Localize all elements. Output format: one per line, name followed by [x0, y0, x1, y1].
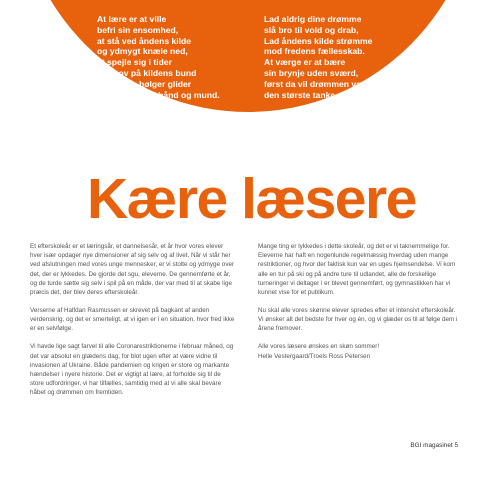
body-paragraph: Alle vores læsere ønskes en skøn sommer! Helle Vestergaard/Troels Ross Petersen — [258, 343, 380, 360]
poem-line: som tegn mod hånd og mund. — [97, 89, 220, 100]
poem-line: mens nye bølger glider — [97, 78, 192, 89]
body-paragraph: Vi havde lige sagt farvel til alle Coronarestriktionerne i februar måned, og det var absolut en glædens dag, for blot ugen efter at være vidne til invasionen af Ukraine. Både pandemien og krigen er store og markante hændelser i nyere historie. Det er vigtigt at lære, at forholde sig til de store udfordringer, vi har tilfælles, samtidig med at vi alle skal bevare håbet og drømmen om fremtiden. — [30, 343, 234, 397]
magazine-name: BGI magasinet — [410, 442, 453, 449]
poem-line: den største tanke nær. — [264, 89, 356, 100]
page-number: 5 — [454, 442, 458, 449]
body-paragraph: Nu skal alle vores skønne elever spredes efter et intensivt efterskoleår. Vi ønsker alt det bedste for hver og én, og vi glæder os til at følge dem i årene fremover. — [258, 307, 458, 333]
poem-verse-left — [97, 14, 220, 100]
poem-line: Lad åndens kilde strømme — [264, 35, 373, 46]
body-paragraph: Et efterskoleår er et læringsår, et dannelsesår, et år hvor vores elever hver især opdager nye dimensioner af sig selv og af livet. Når vi står her ved afslutningen med vores unge mennesker, er vi stolte og ydmyge over det, der er lykkedes. De gjorde det sgu, eleverne. De gennemførte et år, og de turde sætte sig selv i spil på en måde, der var med til at skabe lige præcis det, der blev deres efterskoleår. — [30, 243, 235, 297]
poem-line: mod fredens fællesskab. — [264, 46, 365, 57]
poem-line: først da vil drømmen være — [264, 78, 372, 89]
poem-line: befri sin ensomhed, — [97, 24, 179, 35]
poem-line: sin brynje uden sværd, — [264, 67, 359, 78]
poem-verse-right — [264, 14, 372, 100]
poem-line: og ydmygt knæle ned, — [97, 46, 188, 57]
body-paragraph: Mange ting er lykkedes i dette skoleår, og det er vi taknemmelige for. Eleverne har haft en nogenlunde regelmæssig hverdag uden mange restriktioner, og hvor der faktisk kun var en uges hjemsendelse. Vi kom alle en tur på ski og på andre ture til udlandet, alle de forskellige turneringer vi deltager i er blevet gennemført, og gymnastikken har vi kunnet vise for et publikum. — [258, 243, 456, 297]
poem-line: At lære er at ville — [97, 14, 167, 24]
poem-line: Lad aldrig dine drømme — [264, 14, 362, 24]
poem-line: Der sov på kildens bund — [97, 67, 197, 78]
page-footer — [410, 442, 458, 449]
poem-line: At værge er at bære — [264, 57, 346, 68]
poem-line: at stå ved åndens kilde — [97, 35, 192, 46]
poem-credit: (Halfdan Rasmussen, 1949) — [203, 113, 283, 120]
page-title: Kære læsere — [87, 167, 416, 231]
poem-line: at spejle sig i tider — [97, 57, 172, 68]
poem-line: slå bro til vold og drab, — [264, 24, 359, 35]
body-column-right — [258, 242, 458, 370]
orange-half-circle-banner — [18, 0, 478, 112]
body-column-left — [30, 242, 235, 406]
body-paragraph: Verserne af Halfdan Rasmussen er skrevet på bagkant af anden verdenskrig, og det er smerteligt, at vi igen er i en situation, hvor fred ikke er en selvfølge. — [30, 307, 235, 333]
